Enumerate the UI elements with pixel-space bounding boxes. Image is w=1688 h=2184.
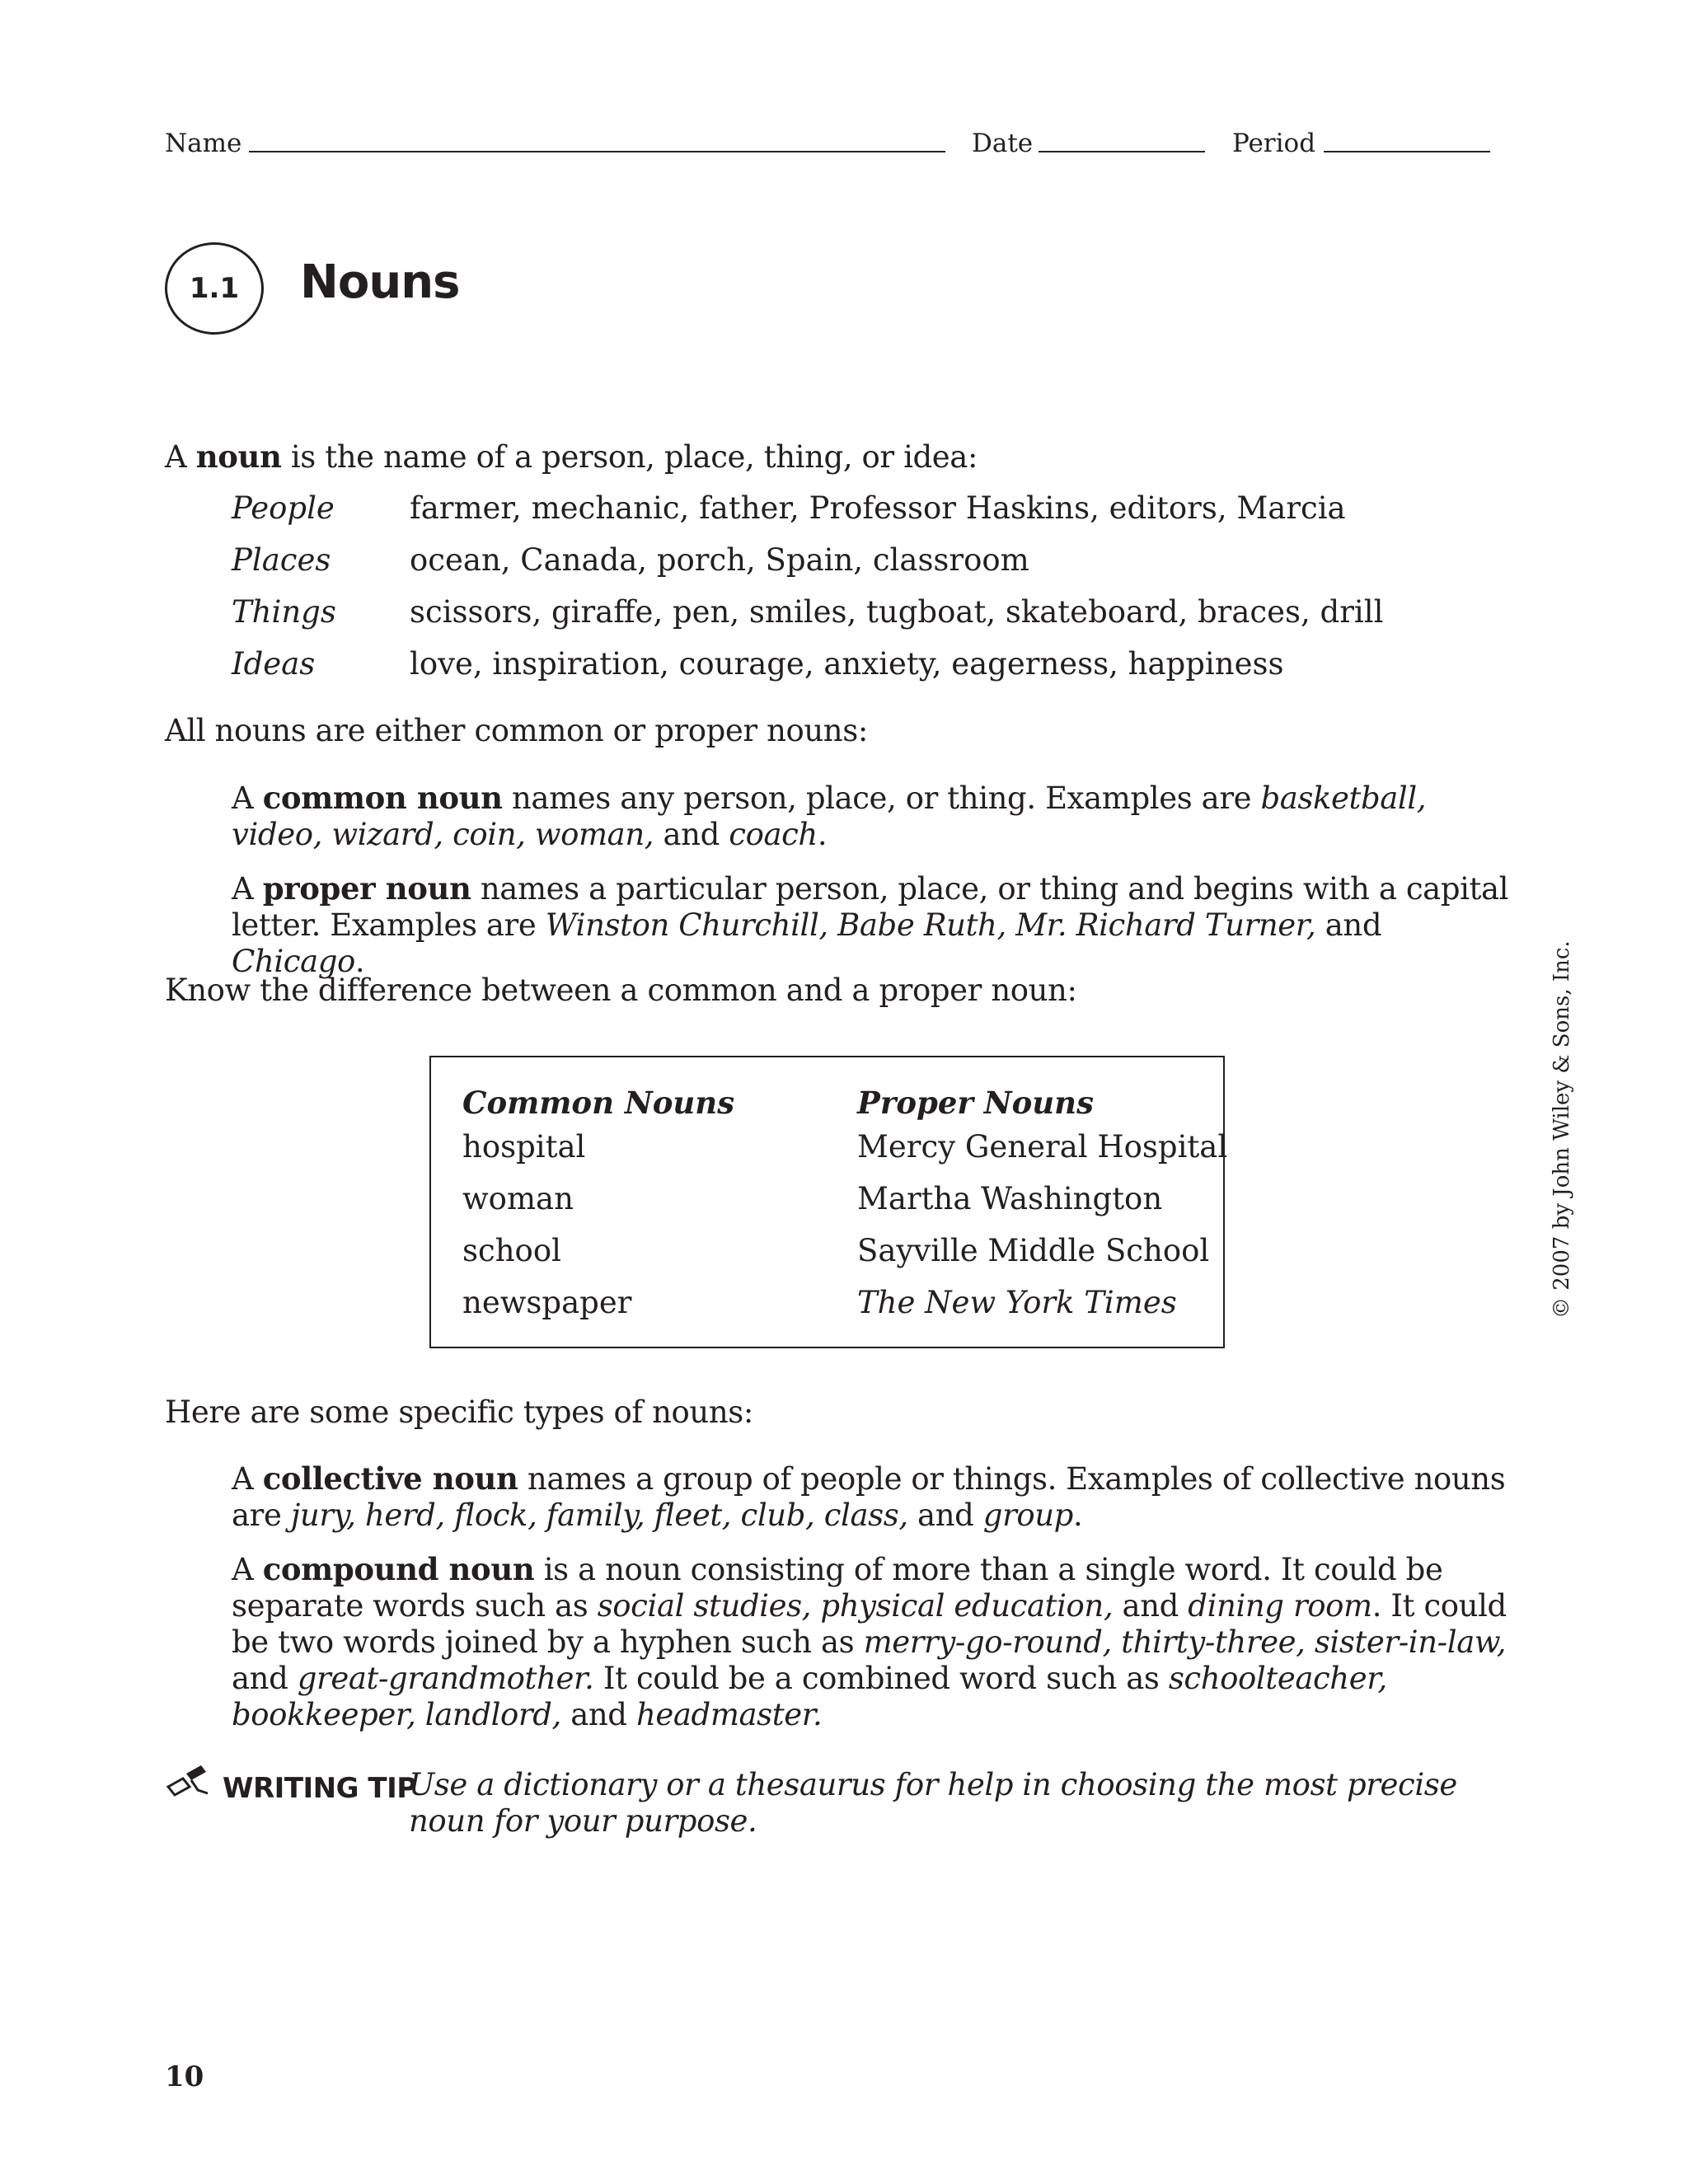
lesson-number: 1.1 [189, 272, 240, 305]
compound-noun-definition: A compound noun is a noun consisting of more than a single word. It could be separate words such as social studies, physical education, and dining room. It could be two words joined by a hyphen such as merry-go-round, thirty-three, sister-in-law, and great-grandmother. It could be a combined word such as schoolteacher, bookkeeper, landlord, and headmaster. [232, 1551, 1507, 1732]
pencil-writing-icon [165, 1762, 211, 1798]
table-cell-proper: Mercy General Hospital [857, 1129, 1228, 1165]
date-field-line[interactable] [1039, 151, 1205, 152]
term-common-noun: common noun [262, 780, 503, 816]
intro-sentence: A noun is the name of a person, place, thing, or idea: [165, 438, 978, 475]
name-label: Name [165, 129, 242, 158]
term-proper-noun: proper noun [262, 870, 471, 907]
table-cell-common: newspaper [462, 1285, 632, 1320]
category-examples: love, inspiration, courage, anxiety, eagerness, happiness [410, 646, 1284, 682]
term-collective-noun: collective noun [262, 1460, 518, 1497]
term-noun: noun [195, 438, 282, 475]
category-examples: ocean, Canada, porch, Spain, classroom [410, 542, 1029, 578]
common-noun-definition: A common noun names any person, place, or thing. Examples are basketball, video, wizard, coin, woman, and coach. [232, 780, 1427, 852]
proper-noun-definition: A proper noun names a particular person, place, or thing and begins with a capital letter. Examples are Winston Churchill, Babe Ruth, Mr. Richard Turner, and Chicago. [232, 870, 1509, 979]
writing-tip-text: Use a dictionary or a thesaurus for help in choosing the most precise noun for your purpose. [409, 1767, 1457, 1839]
category-label: Ideas [232, 646, 316, 682]
category-label: Places [232, 542, 331, 578]
collective-noun-definition: A collective noun names a group of people or things. Examples of collective nouns are jury, herd, flock, family, fleet, club, class, and group. [232, 1460, 1506, 1533]
table-header-proper: Proper Nouns [857, 1085, 1094, 1121]
table-cell-common: school [462, 1233, 561, 1268]
table-header-common: Common Nouns [462, 1085, 735, 1121]
know-difference-sentence: Know the difference between a common and a proper noun: [165, 972, 1077, 1008]
period-label: Period [1232, 129, 1316, 158]
period-field-line[interactable] [1324, 151, 1490, 152]
lesson-number-badge [165, 242, 264, 335]
category-label: People [232, 490, 335, 526]
all-nouns-sentence: All nouns are either common or proper nouns: [165, 713, 868, 748]
date-label: Date [972, 129, 1034, 158]
copyright-notice: © 2007 by John Wiley & Sons, Inc. [1550, 940, 1574, 1319]
table-cell-proper: Sayville Middle School [857, 1233, 1210, 1268]
page-number: 10 [165, 2060, 204, 2093]
writing-tip-label: WRITING TIP [223, 1772, 417, 1805]
table-cell-common: hospital [462, 1129, 586, 1165]
specific-types-sentence: Here are some specific types of nouns: [165, 1394, 753, 1430]
category-examples: farmer, mechanic, father, Professor Haskins, editors, Marcia [410, 490, 1346, 526]
table-cell-proper: Martha Washington [857, 1181, 1163, 1216]
page-title: Nouns [300, 255, 460, 309]
table-cell-proper: The New York Times [857, 1285, 1177, 1320]
name-field-line[interactable] [249, 151, 945, 152]
term-compound-noun: compound noun [262, 1551, 535, 1587]
table-cell-common: woman [462, 1181, 574, 1216]
category-examples: scissors, giraffe, pen, smiles, tugboat, skateboard, braces, drill [410, 594, 1384, 630]
category-label: Things [232, 594, 336, 630]
